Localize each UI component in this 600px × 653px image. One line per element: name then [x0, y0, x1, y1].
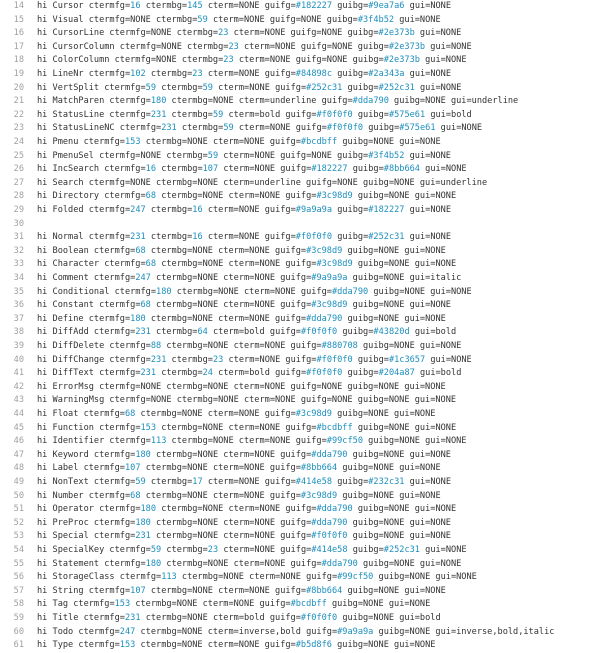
line-number: 24 — [13, 137, 24, 147]
code-line — [0, 136, 600, 149]
line-number: 38 — [13, 327, 24, 338]
code-line — [0, 408, 600, 421]
code-line — [0, 122, 600, 135]
line-number: 51 — [13, 504, 24, 515]
code-line — [0, 626, 600, 639]
line-number: 33 — [13, 259, 24, 270]
code-text: hi StatusLine ctermfg=231 ctermbg=59 cterm=bold guifg=#f0f0f0 guibg=#575e61 gui=bold — [37, 109, 472, 120]
code-line — [0, 612, 600, 625]
code-line — [0, 68, 600, 81]
code-text: hi Define ctermfg=180 ctermbg=NONE cterm=NONE guifg=#dda790 guibg=NONE gui=NONE — [37, 313, 446, 324]
code-line — [0, 163, 600, 176]
code-line — [0, 190, 600, 203]
code-line — [0, 598, 600, 611]
code-text: hi ColorColumn ctermfg=NONE ctermbg=23 cterm=NONE guifg=NONE guibg=#2e373b gui=NONE — [37, 55, 467, 66]
code-text: hi Identifier ctermfg=113 ctermbg=NONE cterm=NONE guifg=#99cf50 guibg=NONE gui=NONE — [37, 436, 467, 447]
code-text: hi Title ctermfg=231 ctermbg=NONE cterm=bold guifg=#f0f0f0 guibg=NONE gui=bold — [37, 613, 441, 623]
code-line — [0, 231, 600, 244]
code-line — [0, 422, 600, 435]
code-text: hi DiffText ctermfg=231 ctermbg=24 cterm=bold guifg=#f0f0f0 guibg=#204a87 gui=bold — [37, 368, 462, 379]
code-text: hi Folded ctermfg=247 ctermbg=16 cterm=NONE guifg=#9a9a9a guibg=#182227 gui=NONE — [37, 205, 452, 215]
code-text: hi IncSearch ctermfg=16 ctermbg=107 cterm=NONE guifg=#182227 guibg=#8bb664 gui=NONE — [37, 164, 467, 175]
code-line — [0, 449, 600, 462]
code-line — [0, 544, 600, 557]
line-number: 21 — [13, 96, 24, 107]
code-line — [0, 490, 600, 503]
code-text: hi ErrorMsg ctermfg=NONE ctermbg=NONE cterm=NONE guifg=NONE guibg=NONE gui=NONE — [37, 381, 446, 392]
code-text: hi Conditional ctermfg=180 ctermbg=NONE cterm=NONE guifg=#dda790 guibg=NONE gui=NONE — [37, 286, 472, 297]
code-line — [0, 571, 600, 584]
code-text: hi Character ctermfg=68 ctermbg=NONE cterm=NONE guifg=#3c98d9 guibg=NONE gui=NONE — [37, 259, 457, 270]
code-line — [0, 286, 600, 299]
code-text: hi Function ctermfg=153 ctermbg=NONE cterm=NONE guifg=#bcdbff guibg=NONE gui=NONE — [37, 422, 457, 433]
code-text: hi Search ctermfg=NONE ctermbg=NONE cterm=underline guifg=NONE guibg=NONE gui=underline — [37, 177, 488, 188]
code-line — [0, 258, 600, 271]
code-line — [0, 530, 600, 543]
line-number: 41 — [13, 368, 24, 379]
code-text: hi Statement ctermfg=180 ctermbg=NONE cterm=NONE guifg=#dda790 guibg=NONE gui=NONE — [37, 558, 462, 569]
code-text: hi MatchParen ctermfg=180 ctermbg=NONE cterm=underline guifg=#dda790 guibg=NONE gui=underline — [37, 96, 519, 107]
code-line — [0, 245, 600, 258]
code-text: hi Todo ctermfg=247 ctermbg=NONE cterm=inverse,bold guifg=#9a9a9a guibg=NONE gui=inverse,bold,italic — [37, 626, 555, 637]
line-number: 54 — [13, 545, 24, 555]
line-number: 29 — [13, 205, 24, 215]
line-number: 57 — [13, 585, 24, 596]
code-line — [0, 558, 600, 571]
line-number: 55 — [13, 558, 24, 569]
line-number: 56 — [13, 572, 24, 583]
code-line — [0, 354, 600, 367]
code-text: hi DiffDelete ctermfg=88 ctermbg=NONE cterm=NONE guifg=#880708 guibg=NONE gui=NONE — [37, 341, 462, 351]
code-line — [0, 326, 600, 339]
code-line — [0, 340, 600, 353]
line-number: 61 — [13, 640, 24, 651]
code-line — [0, 218, 600, 231]
line-number: 50 — [13, 490, 24, 501]
line-number: 52 — [13, 517, 24, 528]
line-number: 47 — [13, 449, 24, 460]
line-number: 36 — [13, 300, 24, 311]
line-number: 43 — [13, 395, 24, 406]
line-number: 34 — [13, 273, 24, 283]
code-text: hi PreProc ctermfg=180 ctermbg=NONE cterm=NONE guifg=#dda790 guibg=NONE gui=NONE — [37, 517, 451, 528]
code-line — [0, 503, 600, 516]
code-text: hi Comment ctermfg=247 ctermbg=NONE cterm=NONE guifg=#9a9a9a guibg=NONE gui=italic — [37, 273, 462, 283]
code-line — [0, 177, 600, 190]
code-line — [0, 204, 600, 217]
code-line — [0, 27, 600, 40]
code-text: hi CursorColumn ctermfg=NONE ctermbg=23 cterm=NONE guifg=NONE guibg=#2e373b gui=NONE — [37, 41, 472, 52]
code-text: hi Keyword ctermfg=180 ctermbg=NONE cterm=NONE guifg=#dda790 guibg=NONE gui=NONE — [37, 449, 451, 460]
code-text: hi Boolean ctermfg=68 ctermbg=NONE cterm=NONE guifg=#3c98d9 guibg=NONE gui=NONE — [37, 245, 446, 256]
code-line — [0, 299, 600, 312]
code-line — [0, 109, 600, 122]
code-line — [0, 476, 600, 489]
code-text: hi Special ctermfg=231 ctermbg=NONE cterm=NONE guifg=#f0f0f0 guibg=NONE gui=NONE — [37, 531, 451, 542]
line-number: 37 — [13, 313, 24, 324]
code-text: hi Type ctermfg=153 ctermbg=NONE cterm=NONE guifg=#b5d8f6 guibg=NONE gui=NONE — [37, 640, 436, 651]
code-text: hi Number ctermfg=68 ctermbg=NONE cterm=NONE guifg=#3c98d9 guibg=NONE gui=NONE — [37, 490, 441, 501]
code-text: hi Operator ctermfg=180 ctermbg=NONE cterm=NONE guifg=#dda790 guibg=NONE gui=NONE — [37, 504, 457, 515]
line-number: 60 — [13, 626, 24, 637]
code-text: hi String ctermfg=107 ctermbg=NONE cterm=NONE guifg=#8bb664 guibg=NONE gui=NONE — [37, 585, 446, 596]
code-text: hi Pmenu ctermfg=153 ctermbg=NONE cterm=NONE guifg=#bcdbff guibg=NONE gui=NONE — [37, 137, 441, 147]
line-number: 20 — [13, 82, 24, 93]
line-number: 16 — [13, 28, 24, 39]
code-line — [0, 14, 600, 27]
code-line — [0, 639, 600, 652]
line-number: 48 — [13, 463, 24, 474]
code-line — [0, 272, 600, 285]
line-number: 17 — [13, 41, 24, 52]
code-line — [0, 381, 600, 394]
code-text: hi SpecialKey ctermfg=59 ctermbg=23 cterm=NONE guifg=#414e58 guibg=#252c31 gui=NONE — [37, 545, 467, 555]
line-number: 28 — [13, 191, 24, 202]
code-line — [0, 54, 600, 67]
line-number: 49 — [13, 477, 24, 487]
code-text: hi LineNr ctermfg=102 ctermbg=23 cterm=NONE guifg=#84898c guibg=#2a343a gui=NONE — [37, 69, 452, 79]
code-line — [0, 435, 600, 448]
line-number: 42 — [13, 381, 24, 392]
line-number: 53 — [13, 531, 24, 542]
code-text: hi DiffAdd ctermfg=231 ctermbg=64 cterm=bold guifg=#f0f0f0 guibg=#43820d gui=bold — [37, 327, 457, 338]
code-text: hi WarningMsg ctermfg=NONE ctermbg=NONE cterm=NONE guifg=NONE guibg=NONE gui=NONE — [37, 395, 457, 406]
code-text: hi Tag ctermfg=153 ctermbg=NONE cterm=NONE guifg=#bcdbff guibg=NONE gui=NONE — [37, 599, 431, 610]
line-number: 15 — [13, 14, 24, 25]
code-line — [0, 150, 600, 163]
line-number: 45 — [13, 422, 24, 433]
line-number: 30 — [13, 218, 24, 229]
line-number: 31 — [13, 232, 24, 243]
code-text: hi DiffChange ctermfg=231 ctermbg=23 cterm=NONE guifg=#f0f0f0 guibg=#1c3657 gui=NONE — [37, 354, 472, 365]
code-line — [0, 517, 600, 530]
line-number: 18 — [13, 55, 24, 66]
line-number: 27 — [13, 177, 24, 188]
code-line — [0, 585, 600, 598]
line-number: 26 — [13, 164, 24, 175]
line-number: 44 — [13, 409, 24, 419]
line-number: 19 — [13, 69, 24, 79]
code-text: hi Constant ctermfg=68 ctermbg=NONE cterm=NONE guifg=#3c98d9 guibg=NONE gui=NONE — [37, 300, 451, 311]
line-number: 32 — [13, 245, 24, 256]
code-line — [0, 82, 600, 95]
code-line — [0, 394, 600, 407]
code-text: hi Float ctermfg=68 ctermbg=NONE cterm=NONE guifg=#3c98d9 guibg=NONE gui=NONE — [37, 409, 436, 419]
code-text: hi Directory ctermfg=68 ctermbg=NONE cterm=NONE guifg=#3c98d9 guibg=NONE gui=NONE — [37, 191, 457, 202]
line-number: 14 — [13, 1, 24, 11]
code-text: hi StatusLineNC ctermfg=231 ctermbg=59 cterm=NONE guifg=#f0f0f0 guibg=#575e61 gui=NONE — [37, 123, 483, 134]
code-text: hi PmenuSel ctermfg=NONE ctermbg=59 cterm=NONE guifg=NONE guibg=#3f4b52 gui=NONE — [37, 150, 451, 161]
line-number: 35 — [13, 286, 24, 297]
line-number: 58 — [13, 599, 24, 610]
code-text: hi NonText ctermfg=59 ctermbg=17 cterm=NONE guifg=#414e58 guibg=#232c31 gui=NONE — [37, 477, 452, 487]
code-text: hi CursorLine ctermfg=NONE ctermbg=23 cterm=NONE guifg=NONE guibg=#2e373b gui=NONE — [37, 28, 462, 39]
line-number: 46 — [13, 436, 24, 447]
line-number: 25 — [13, 150, 24, 161]
code-text: hi Label ctermfg=107 ctermbg=NONE cterm=NONE guifg=#8bb664 guibg=NONE gui=NONE — [37, 463, 441, 474]
code-text: hi Visual ctermfg=NONE ctermbg=59 cterm=NONE guifg=NONE guibg=#3f4b52 gui=NONE — [37, 14, 441, 25]
code-line — [0, 41, 600, 54]
code-text: hi Cursor ctermfg=16 ctermbg=145 cterm=NONE guifg=#182227 guibg=#9ea7a6 gui=NONE — [37, 1, 452, 11]
code-text: hi Normal ctermfg=231 ctermbg=16 cterm=NONE guifg=#f0f0f0 guibg=#252c31 gui=NONE — [37, 232, 452, 243]
line-number: 22 — [13, 109, 24, 120]
code-line — [0, 367, 600, 380]
code-line — [0, 313, 600, 326]
code-line — [0, 95, 600, 108]
line-number: 59 — [13, 613, 24, 623]
code-text: hi StorageClass ctermfg=113 ctermbg=NONE cterm=NONE guifg=#99cf50 guibg=NONE gui=NONE — [37, 572, 477, 583]
code-line — [0, 0, 600, 13]
line-number: 23 — [13, 123, 24, 134]
line-number: 39 — [13, 341, 24, 351]
code-text: hi VertSplit ctermfg=59 ctermbg=59 cterm=NONE guifg=#252c31 guibg=#252c31 gui=NONE — [37, 82, 462, 93]
code-line — [0, 462, 600, 475]
line-number: 40 — [13, 354, 24, 365]
